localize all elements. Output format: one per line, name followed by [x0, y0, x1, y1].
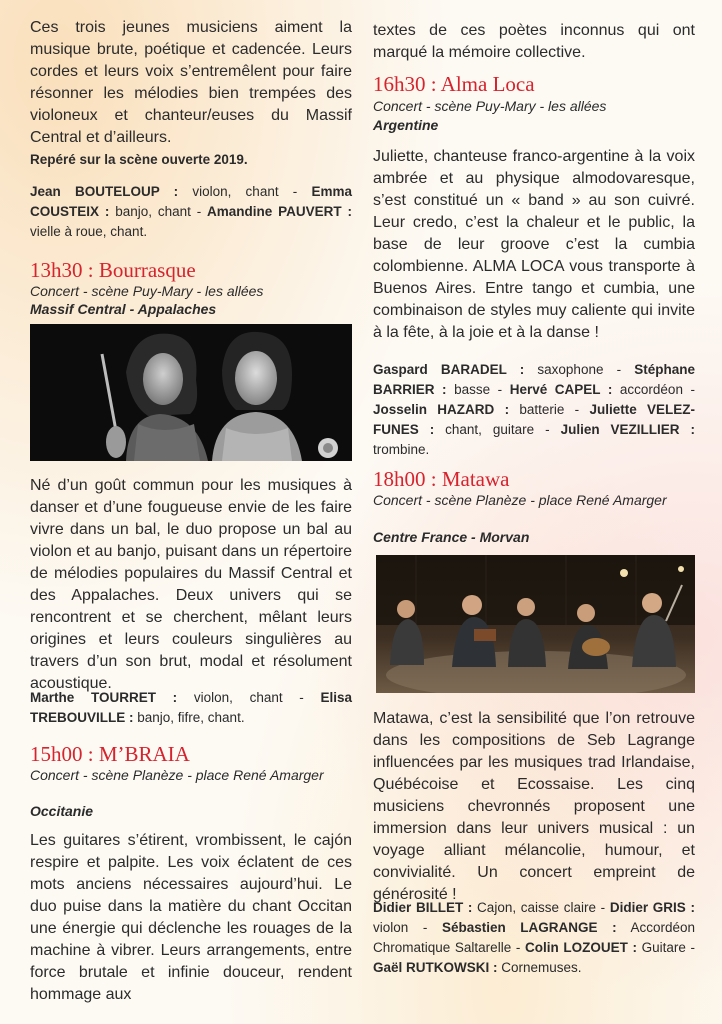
credit-role: violon, chant -: [177, 690, 321, 705]
credit-role: chant, guitare -: [434, 422, 561, 437]
event-origin: Occitanie: [30, 803, 94, 819]
credit-role: banjo, chant -: [109, 204, 208, 219]
bourrasque-credits: [30, 688, 352, 728]
credit-name: Gaspard BARADEL :: [373, 362, 525, 377]
matawa-description: Matawa, c’est la sensibilité que l’on retrouve dans les compositions de Seb Lagrange influencées par les musiques trad Irlandaise, Québécoise et Ecossaise. Les cinq musiciens chevronnés proposent une immersion dans leur univers musical : un voyage alliant mélancolie, humour, et convivialité. Un concert empreint de générosité !: [373, 710, 695, 903]
event-origin: Massif Central - Appalaches: [30, 301, 217, 317]
intro-note: Repéré sur la scène ouverte 2019.: [30, 152, 248, 167]
credit-role: Accordéon Chromatique Saltarelle -: [373, 920, 695, 955]
credit-name: Hervé CAPEL :: [509, 382, 613, 397]
almaloca-description: Juliette, chanteuse franco-argentine à la voix ambrée et au physique almodovaresque, s’est constitué un « band » au son cuivré. Leur credo, c’est la chaleur et le public, la base de leur groove c’est la cumbia colombienne. ALMA LOCA vous transporte à Buenos Aires. Entre tango et cumbia, une combinaison de styles muy caliente qui invite à la fête, à la joie et à la danse !: [373, 148, 695, 341]
credit-role: Guitare -: [636, 940, 695, 955]
credit-name: Julien VEZILLIER :: [560, 422, 695, 437]
credit-role: trombine.: [373, 442, 430, 457]
credit-name: Didier BILLET :: [373, 900, 473, 915]
event-venue: Concert - scène Planèze - place René Amarger: [30, 767, 324, 783]
credit-role: batterie -: [509, 402, 590, 417]
credit-role: vielle à roue, chant.: [30, 224, 148, 239]
credit-name: Stéphane BARRIER :: [373, 362, 695, 397]
event-title-almaloca: 16h30 : Alma Loca: [373, 72, 535, 96]
event-title-matawa: 18h00 : Matawa: [373, 467, 510, 491]
credit-role: violon -: [373, 920, 442, 935]
credit-role: banjo, fifre, chant.: [133, 710, 245, 725]
credit-name: Colin LOZOUET :: [524, 940, 637, 955]
credit-role: saxophone -: [524, 362, 635, 377]
credit-name: Emma COUSTEIX :: [30, 184, 352, 219]
credit-role: accordéon -: [612, 382, 695, 397]
intro-credits: [30, 182, 352, 242]
credit-name: Elisa TREBOUVILLE :: [30, 690, 353, 725]
event-venue: Concert - scène Puy-Mary - les allées: [30, 283, 264, 299]
credit-name: Amandine PAUVERT :: [207, 204, 352, 219]
mbraia-description-part2: textes de ces poètes inconnus qui ont marqué la mémoire collective.: [373, 22, 695, 61]
credit-name: Marthe TOURRET :: [30, 690, 178, 705]
event-origin: Centre France - Morvan: [373, 529, 530, 545]
event-title-bourrasque: 13h30 : Bourrasque: [30, 258, 196, 282]
duo-portrait-illustration: [30, 324, 352, 461]
credit-name: Jean BOUTELOUP :: [30, 184, 179, 199]
almaloca-credits: [373, 360, 695, 460]
credit-role: violon, chant -: [178, 184, 312, 199]
credit-name: Gaël RUTKOWSKI :: [373, 960, 498, 975]
bourrasque-photo: [30, 324, 352, 461]
intro-paragraph: Ces trois jeunes musiciens aiment la musique brute, poétique et cadencée. Leurs cordes et leurs voix s’entremêlent pour faire résonner les mélodies bien trempées des violoneux et chanteur/euses du Massif Central et d’ailleurs.: [30, 19, 352, 146]
credit-role: Cornemuses.: [497, 960, 582, 975]
credit-role: Cajon, caisse claire -: [472, 900, 610, 915]
event-title-mbraia: 15h00 : M’BRAIA: [30, 742, 190, 766]
matawa-photo: [376, 555, 695, 693]
event-venue: Concert - scène Puy-Mary - les allées: [373, 98, 607, 114]
credit-name: Sébastien LAGRANGE :: [441, 920, 617, 935]
band-stage-illustration: [376, 555, 695, 693]
credit-role: basse -: [446, 382, 510, 397]
credit-name: Josselin HAZARD :: [373, 402, 510, 417]
matawa-credits: [373, 898, 695, 978]
credit-name: Didier GRIS :: [609, 900, 695, 915]
credit-name: Juliette VELEZ-FUNES :: [373, 402, 695, 437]
bourrasque-description: Né d’un goût commun pour les musiques à danser et d’une fougueuse envie de les faire vivre dans un bal, le duo propose un bal au violon et au banjo, puisant dans un répertoire de mélodies populaires du Massif Central et des Appalaches. Deux univers qui se rencontrent et se cherchent, mêlant leurs origines et leurs couleurs singulières au travers d’un son brut, modal et résolument acoustique.: [30, 477, 352, 692]
event-venue: Concert - scène Planèze - place René Amarger: [373, 492, 667, 508]
event-origin: Argentine: [373, 117, 439, 133]
mbraia-description-part1: Les guitares s’étirent, vrombissent, le cajón respire et palpite. Les voix éclatent de ces mots anciens nécessaires aujourd’hui. Le duo puise dans la matière du chant Occitan une énergie qui déclenche les rouages de la machine à vibrer. Leurs arrangements, entre force brutale et infinie douceur, rendent hommage aux: [30, 832, 352, 1003]
